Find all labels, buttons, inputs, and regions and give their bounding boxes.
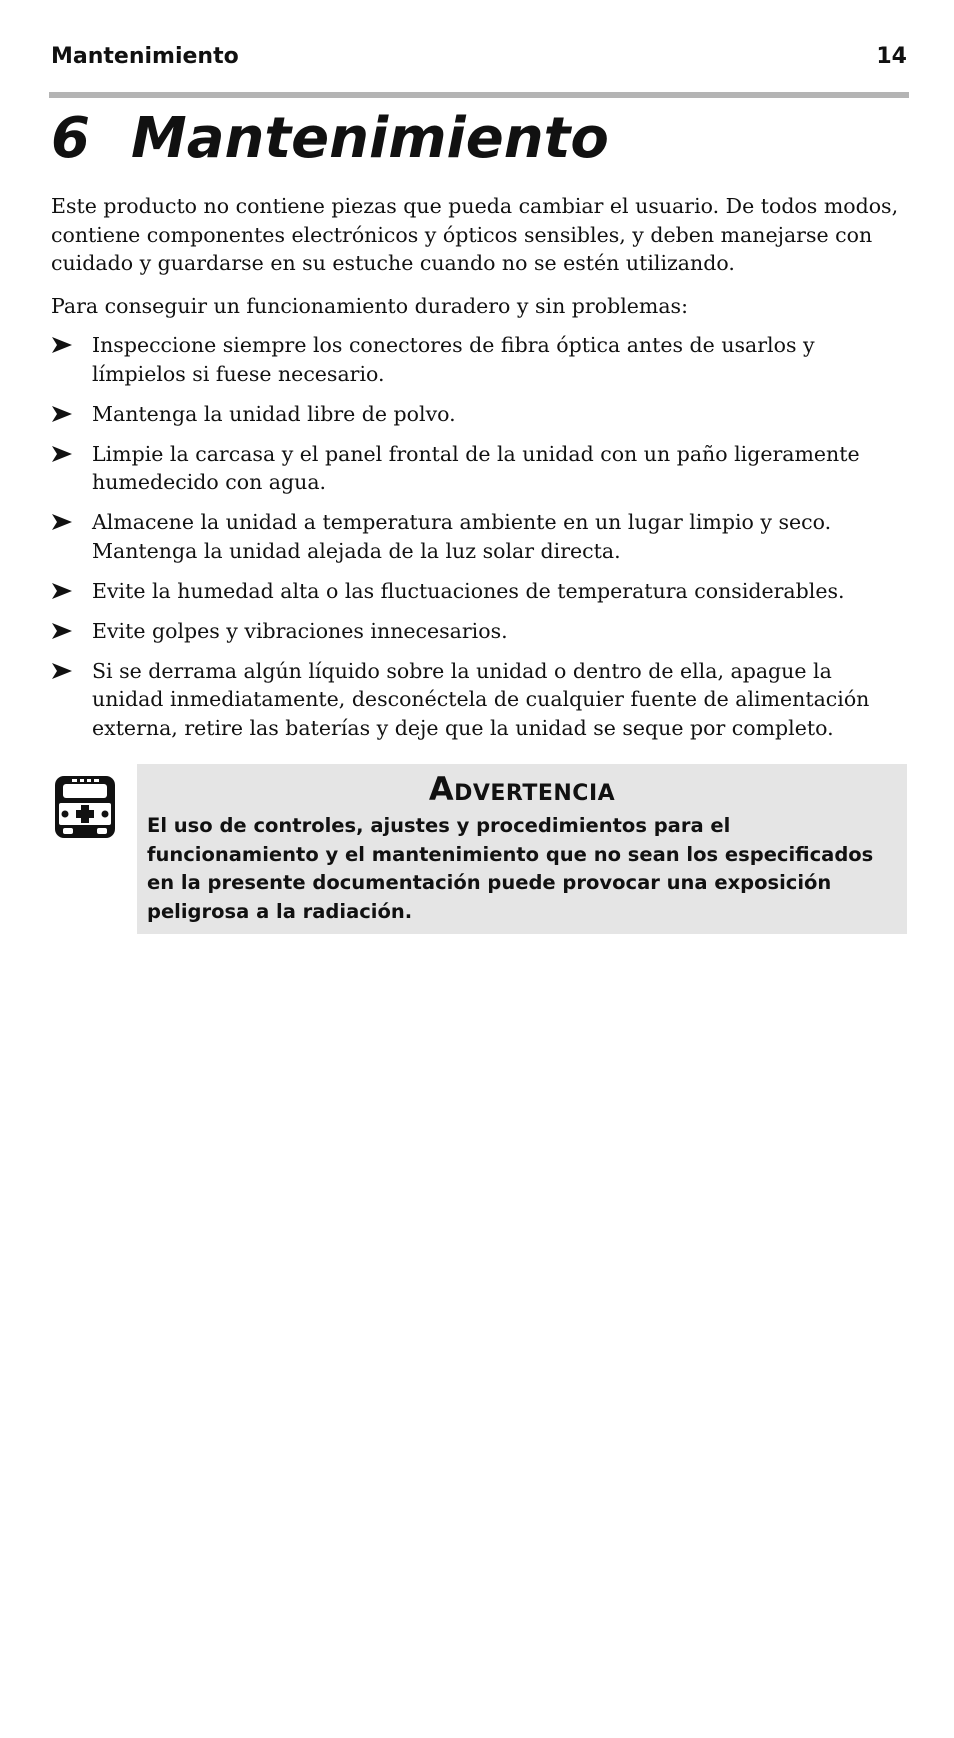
chapter-title-text: Mantenimiento <box>131 106 609 171</box>
running-header <box>51 44 907 69</box>
page-number: 14 <box>876 44 907 69</box>
arrow-bullet-icon <box>51 512 73 532</box>
warning-box <box>137 764 907 934</box>
list-item-text: Evite la humedad alta o las fluctuaciones de temperatura considerables. <box>92 578 845 603</box>
list-item-text: Si se derrama algún líquido sobre la unidad o dentro de ella, apague la unidad inmediatamente, desconéctela de cualquier fuente de alimentación externa, retire las baterías y deje que la unidad se seque por completo. <box>92 658 870 740</box>
arrow-bullet-icon <box>51 661 73 681</box>
warning-notice <box>51 764 907 934</box>
chapter-title <box>51 102 609 176</box>
list-item <box>51 508 907 565</box>
maintenance-list <box>51 331 907 754</box>
arrow-bullet-icon <box>51 621 73 641</box>
list-item <box>51 657 907 743</box>
list-item-text: Almacene la unidad a temperatura ambiente en un lugar limpio y seco. Mantenga la unidad alejada de la luz solar directa. <box>92 510 832 563</box>
list-item-text: Mantenga la unidad libre de polvo. <box>92 401 456 426</box>
arrow-bullet-icon <box>51 335 73 355</box>
arrow-bullet-icon <box>51 581 73 601</box>
intro-lead-in: Para conseguir un funcionamiento duradero y sin problemas: <box>51 294 688 318</box>
warning-text: El uso de controles, ajustes y procedimientos para el funcionamiento y el mantenimiento que no sean los especificados en la presente documentación puede provocar una exposición peligrosa a la radiación. <box>147 814 874 923</box>
list-item-text: Inspeccione siempre los conectores de fibra óptica antes de usarlos y límpielos si fuese necesario. <box>92 333 815 386</box>
ambulance-warning-icon <box>53 774 117 840</box>
warning-title: Advertencia <box>428 770 616 808</box>
header-divider <box>49 92 909 98</box>
intro-paragraph: Este producto no contiene piezas que pueda cambiar el usuario. De todos modos, contiene componentes electrónicos y ópticos sensibles, y deben manejarse con cuidado y guardarse en su estuche cuando no se estén utilizando. <box>51 194 899 275</box>
list-item <box>51 577 907 606</box>
list-item <box>51 331 907 388</box>
chapter-number: 6 <box>51 106 90 171</box>
list-item <box>51 440 907 497</box>
list-item <box>51 617 907 646</box>
list-item-text: Limpie la carcasa y el panel frontal de la unidad con un paño ligeramente humedecido con agua. <box>92 441 860 494</box>
arrow-bullet-icon <box>51 444 73 464</box>
list-item-text: Evite golpes y vibraciones innecesarios. <box>92 618 508 643</box>
running-header-section: Mantenimiento <box>51 44 239 69</box>
arrow-bullet-icon <box>51 404 73 424</box>
list-item <box>51 400 907 429</box>
